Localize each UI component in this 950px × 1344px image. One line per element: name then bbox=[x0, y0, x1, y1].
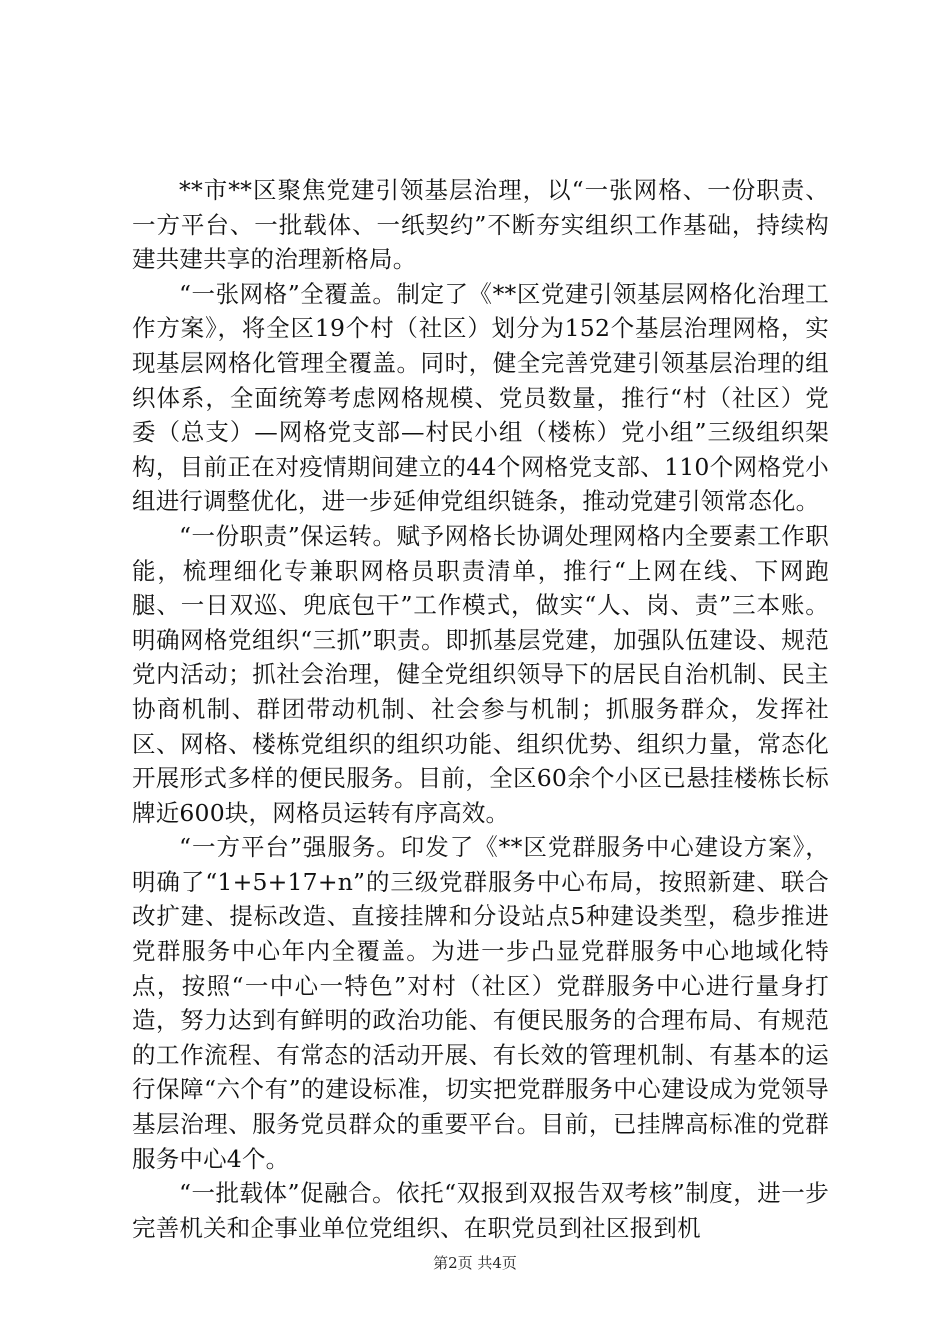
paragraph-platform: “一方平台”强服务。印发了《**区党群服务中心建设方案》，明确了“1+5+17+n”的三级党群服务中心布局，按照新建、联合改扩建、提标改造、直接挂牌和分设站点5种建设类型，稳步推进党群服务中心年内全覆盖。为进一步凸显党群服务中心地域化特点，按照“一中心一特色”对村（社区）党群服务中心进行量身打造，努力达到有鲜明的政治功能、有便民服务的合理布局、有规范的工作流程、有常态的活动开展、有长效的管理机制、有基本的运行保障“六个有”的建设标准，切实把党群服务中心建设成为党领导基层治理、服务党员群众的重要平台。目前，已挂牌高标准的党群服务中心4个。 bbox=[132, 833, 829, 1173]
paragraph-intro: **市**区聚焦党建引领基层治理，以“一张网格、一份职责、一方平台、一批载体、一纸契约”不断夯实组织工作基础，持续构建共建共享的治理新格局。 bbox=[132, 176, 829, 274]
document-body bbox=[132, 173, 829, 1245]
paragraph-grid-coverage: “一张网格”全覆盖。制定了《**区党建引领基层网格化治理工作方案》，将全区19个村（社区）划分为152个基层治理网格，实现基层网格化管理全覆盖。同时，健全完善党建引领基层治理的组织体系，全面统筹考虑网格规模、党员数量，推行“村（社区）党委（总支）—网格党支部—村民小组（楼栋）党小组”三级组织架构，目前正在对疫情期间建立的44个网格党支部、110个网格党小组进行调整优化，进一步延伸党组织链条，推动党建引领常态化。 bbox=[132, 279, 829, 516]
paragraph-carriers: “一批载体”促融合。依托“双报到双报告双考核”制度，进一步完善机关和企事业单位党组织、在职党员到社区报到机 bbox=[132, 1179, 829, 1242]
page-footer: 第2页 共4页 bbox=[433, 1254, 517, 1272]
paragraph-responsibility: “一份职责”保运转。赋予网格长协调处理网格内全要素工作职能，梳理细化专兼职网格员职责清单，推行“上网在线、下网跑腿、一日双巡、兜底包干”工作模式，做实“人、岗、责”三本账。明确网格党组织“三抓”职责。即抓基层党建，加强队伍建设、规范党内活动；抓社会治理，健全党组织领导下的居民自治机制、民主协商机制、群团带动机制、社会参与机制；抓服务群众，发挥社区、网格、楼栋党组织的组织功能、组织优势、组织力量，常态化开展形式多样的便民服务。目前，全区60余个小区已悬挂楼栋长标牌近600块，网格员运转有序高效。 bbox=[132, 521, 829, 827]
